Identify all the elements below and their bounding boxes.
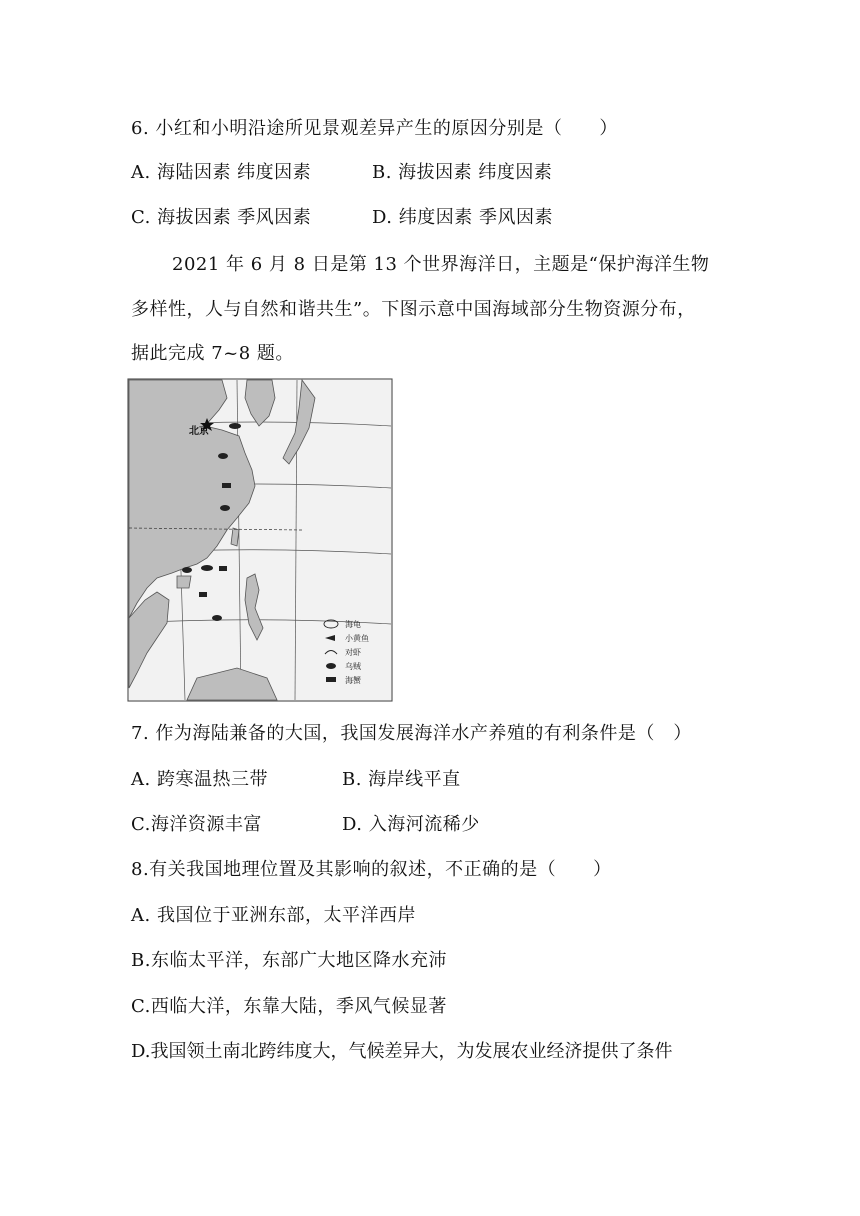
q8-option-b: B.东临太平洋，东部广大地区降水充沛 [131,950,447,971]
q7-stem: 7. 作为海陆兼备的大国，我国发展海洋水产养殖的有利条件是（ ） [131,723,692,744]
shrimp-marker-icon [218,453,228,459]
q6-option-c: C. 海拔因素 季风因素 [131,207,312,228]
squid-marker-icon [220,505,230,511]
q6-option-b: B. 海拔因素 纬度因素 [372,162,553,183]
q7-option-a: A. 跨寒温热三带 [131,769,268,790]
turtle-marker-icon [182,567,192,573]
intro-line-1: 2021 年 6 月 8 日是第 13 个世界海洋日，主题是“保护海洋生物 [172,254,710,275]
squid-marker-icon-2 [212,615,222,621]
map-svg [127,378,393,702]
q7-options-cd [131,813,480,837]
legend-prawn: 对虾 [345,648,361,657]
legend-crab: 海蟹 [345,676,361,685]
crab-marker-icon-2 [219,566,227,571]
legend-croaker: 小黄鱼 [345,634,369,643]
q8-option-a: A. 我国位于亚洲东部，太平洋西岸 [131,905,416,926]
q6-options-ab [131,161,553,185]
q8-option-c: C.西临大洋，东靠大陆，季风气候显著 [131,996,447,1017]
squid-icon [326,663,336,669]
q6-options-cd [131,206,553,230]
beijing-label: 北京 [189,426,209,437]
q6-option-a: A. 海陆因素 纬度因素 [131,162,312,183]
q8-option-d: D.我国领土南北跨纬度大，气候差异大，为发展农业经济提供了条件 [131,1041,673,1062]
q6-stem: 6. 小红和小明沿途所见景观差异产生的原因分别是（ ） [131,118,618,139]
q6-option-d: D. 纬度因素 季风因素 [372,207,553,228]
q7-option-d: D. 入海河流稀少 [342,814,480,835]
legend-turtle: 海龟 [345,620,361,629]
q8-stem: 8.有关我国地理位置及其影响的叙述，不正确的是（ ） [131,859,612,880]
crab-marker-icon-3 [199,592,207,597]
fish-marker-icon-2 [201,565,213,571]
crab-marker-icon [222,483,231,488]
crab-icon [326,677,336,682]
china-sea-resources-map [127,378,393,702]
q7-options-ab [131,768,461,792]
q7-option-c: C.海洋资源丰富 [131,814,262,835]
legend-squid: 乌贼 [345,662,361,671]
fish-marker-icon [229,423,241,429]
intro-line-3: 据此完成 7~8 题。 [131,343,294,364]
q7-option-b: B. 海岸线平直 [342,769,461,790]
intro-line-2: 多样性，人与自然和谐共生”。下图示意中国海域部分生物资源分布， [131,299,696,320]
